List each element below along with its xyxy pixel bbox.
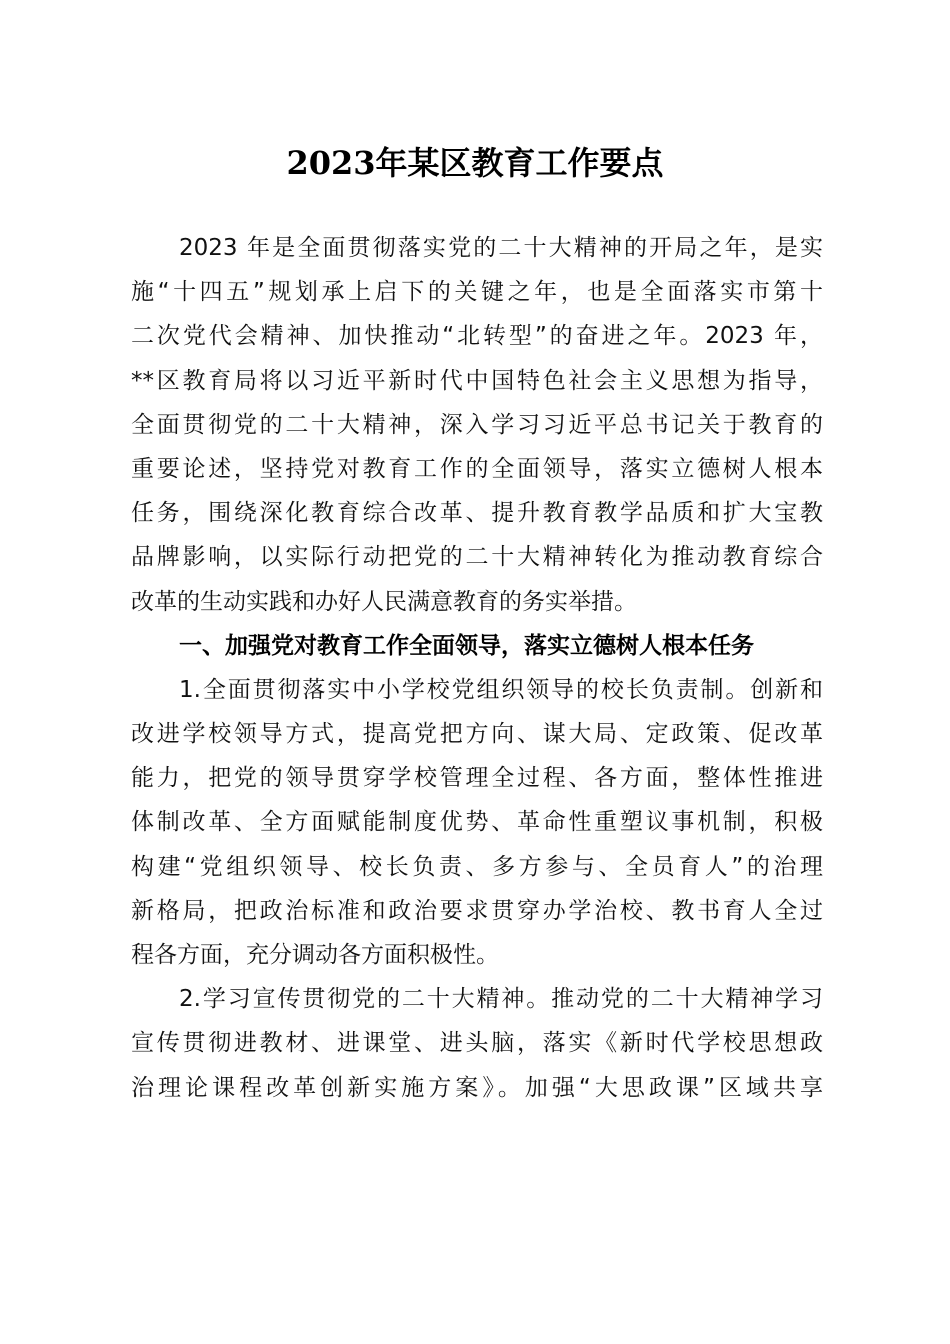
text-line: 品牌影响，以实际行动把党的二十大精神转化为推动教育综合 bbox=[131, 544, 823, 571]
text-line: 体制改革、全方面赋能制度优势、革命性重塑议事机制，积极 bbox=[131, 809, 823, 836]
text-line: 改进学校领导方式，提高党把方向、谋大局、定政策、促改革 bbox=[131, 721, 823, 748]
text-line: 治理论课程改革创新实施方案》。加强“大思政课”区域共享 bbox=[131, 1074, 823, 1101]
text-line: 改革的生动实践和办好人民满意教育的务实举措。 bbox=[131, 588, 637, 615]
item-1-paragraph bbox=[131, 668, 823, 977]
text-line: 全面贯彻党的二十大精神，深入学习习近平总书记关于教育的 bbox=[131, 411, 823, 438]
item-2-paragraph bbox=[131, 977, 823, 1110]
text-line: 能力，把党的领导贯穿学校管理全过程、各方面，整体性推进 bbox=[131, 765, 823, 792]
text-line: 2023 年是全面贯彻落实党的二十大精神的开局之年，是实 bbox=[179, 235, 823, 261]
document-body bbox=[131, 226, 823, 1110]
text-line: 二次党代会精神、加快推动“北转型”的奋进之年。2023 年， bbox=[131, 323, 823, 350]
text-line: 1.全面贯彻落实中小学校党组织领导的校长负责制。创新和 bbox=[179, 676, 823, 703]
text-line: 任务，围绕深化教育综合改革、提升教育教学品质和扩大宝教 bbox=[131, 500, 823, 527]
text-line: 重要论述，坚持党对教育工作的全面领导，落实立德树人根本 bbox=[131, 455, 823, 482]
text-line: 宣传贯彻进教材、进课堂、进头脑，落实《新时代学校思想政 bbox=[131, 1030, 823, 1057]
section-heading: 一、加强党对教育工作全面领导，落实立德树人根本任务 bbox=[179, 632, 754, 659]
text-line: 构建“党组织领导、校长负责、多方参与、全员育人”的治理 bbox=[131, 853, 823, 880]
intro-paragraph bbox=[131, 226, 823, 624]
text-line: 2.学习宣传贯彻党的二十大精神。推动党的二十大精神学习 bbox=[179, 986, 823, 1013]
document-title: 2023年某区教育工作要点 bbox=[286, 144, 664, 182]
text-line: 新格局，把政治标准和政治要求贯穿办学治校、教书育人全过 bbox=[131, 897, 823, 924]
text-line: 程各方面，充分调动各方面积极性。 bbox=[131, 942, 499, 968]
text-line: **区教育局将以习近平新时代中国特色社会主义思想为指导， bbox=[131, 367, 823, 394]
text-line: 施“十四五”规划承上启下的关键之年，也是全面落实市第十 bbox=[131, 279, 823, 306]
